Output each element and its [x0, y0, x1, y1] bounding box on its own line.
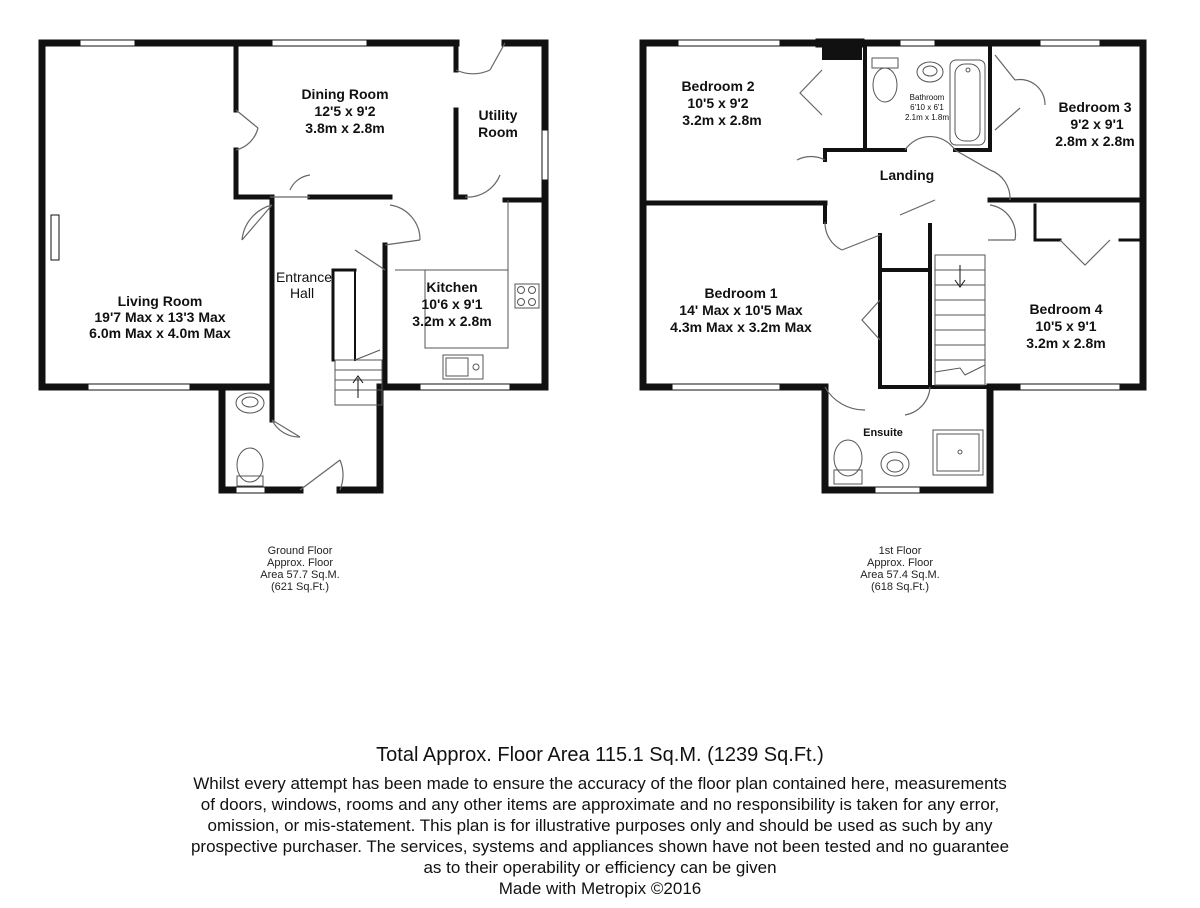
bedroom-3-label: Bedroom 3 [1058, 99, 1132, 115]
dining-room-label: Dining Room [301, 86, 389, 102]
bedroom-1-dim-metric: 4.3m Max x 3.2m Max [670, 319, 812, 335]
bathroom-dim-imperial: 6'10 x 6'1 [910, 103, 944, 112]
caption-line: Ground Floor [267, 545, 333, 557]
disclaimer-line: prospective purchaser. The services, systems and appliances shown have not been tested and no guarantee [190, 837, 1010, 856]
first-floor-fixtures [822, 40, 985, 484]
first-floor-caption [850, 545, 950, 593]
bedroom-3-dim-metric: 2.8m x 2.8m [1055, 133, 1135, 149]
disclaimer-line: as to their operability or efficiency can be given [423, 858, 777, 877]
bedroom-4-dim-metric: 3.2m x 2.8m [1026, 335, 1106, 351]
living-room-dim-imperial: 19'7 Max x 13'3 Max [94, 309, 226, 325]
entrance-hall-label-2: Hall [289, 285, 315, 301]
first-floor-plan [643, 40, 1143, 493]
kitchen-dim-imperial: 10'6 x 9'1 [421, 296, 483, 312]
disclaimer-line: of doors, windows, rooms and any other items are approximate and no responsibility is taken for any error, [200, 795, 1000, 814]
living-room-label: Living Room [117, 293, 203, 309]
disclaimer-line: omission, or mis-statement. This plan is for illustrative purposes only and should be used as such by any [207, 816, 993, 835]
utility-room-label-2: Room [478, 124, 518, 140]
bedroom-2-dim-imperial: 10'5 x 9'2 [687, 95, 749, 111]
bedroom-4-label: Bedroom 4 [1029, 301, 1103, 317]
ground-floor-walls [42, 43, 545, 490]
landing-label: Landing [879, 167, 935, 183]
bedroom-1-label: Bedroom 1 [704, 285, 778, 301]
bedroom-2-label: Bedroom 2 [681, 78, 755, 94]
ground-floor-caption [250, 545, 350, 593]
disclaimer-line: Whilst every attempt has been made to ensure the accuracy of the floor plan contained here, measurements [193, 774, 1007, 793]
caption-line: Area 57.4 Sq.M. [860, 569, 940, 581]
bathroom-label: Bathroom [909, 93, 945, 102]
caption-line: 1st Floor [878, 545, 922, 557]
made-with-credit: Made with Metropix ©2016 [498, 879, 702, 898]
ground-floor-plan [42, 40, 548, 493]
ground-floor-windows [51, 40, 548, 493]
total-floor-area: Total Approx. Floor Area 115.1 Sq.M. (1239 Sq.Ft.) [376, 744, 824, 766]
footer [60, 743, 1140, 899]
bedroom-3-dim-imperial: 9'2 x 9'1 [1070, 116, 1124, 132]
bedroom-1-dim-imperial: 14' Max x 10'5 Max [679, 302, 803, 318]
dining-room-dim-metric: 3.8m x 2.8m [305, 120, 385, 136]
caption-line: Approx. Floor [866, 557, 934, 569]
ensuite-label: Ensuite [863, 427, 903, 439]
kitchen-dim-metric: 3.2m x 2.8m [412, 313, 492, 329]
caption-line: (618 Sq.Ft.) [870, 581, 930, 593]
bedroom-2-dim-metric: 3.2m x 2.8m [682, 112, 762, 128]
kitchen-label: Kitchen [426, 279, 478, 295]
utility-room-label-1: Utility [478, 107, 518, 123]
caption-line: (621 Sq.Ft.) [270, 581, 330, 593]
entrance-hall-label-1: Entrance [275, 269, 333, 285]
living-room-dim-metric: 6.0m Max x 4.0m Max [89, 325, 231, 341]
bathroom-dim-metric: 2.1m x 1.8m [904, 113, 950, 122]
caption-line: Area 57.7 Sq.M. [260, 569, 340, 581]
bedroom-4-dim-imperial: 10'5 x 9'1 [1035, 318, 1097, 334]
dining-room-dim-imperial: 12'5 x 9'2 [314, 103, 376, 119]
caption-line: Approx. Floor [266, 557, 334, 569]
